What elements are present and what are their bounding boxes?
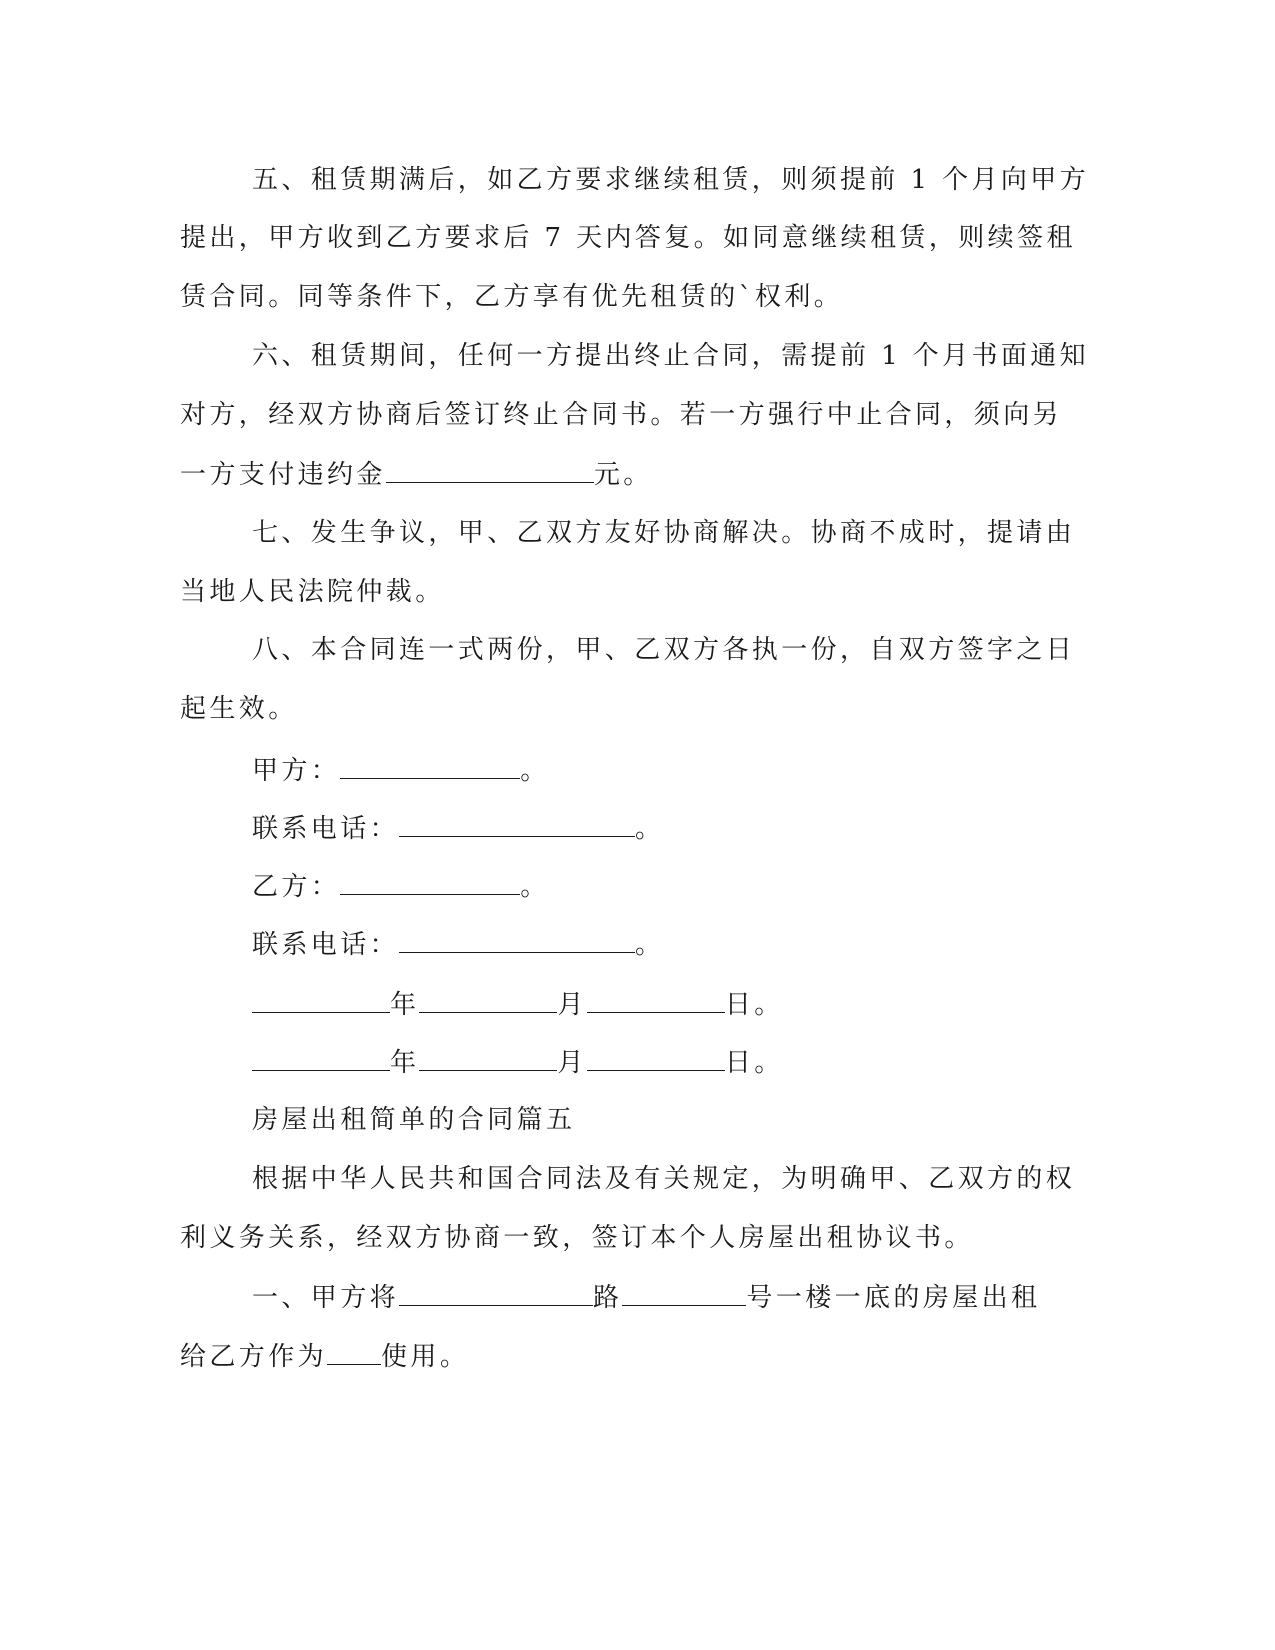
year-blank-2 [252,1042,390,1071]
usage-label: 给乙方作为 [180,1342,328,1372]
penalty-unit: 元。 [593,460,653,490]
month-blank-1 [419,984,557,1013]
clause-1-line-2 [0,1336,1275,1376]
paragraph-6-line-3 [0,454,1275,494]
penalty-amount-blank [386,454,594,483]
party-a-end: 。 [520,756,550,786]
phone-a-label: 联系电话： [252,814,400,844]
day-label-2: 日。 [724,1048,784,1078]
phone-a-blank [399,808,635,837]
paragraph-7-line-2: 当地人民法院仲裁。 [180,577,445,607]
party-b-blank [340,866,520,895]
month-label-1: 月 [557,990,587,1020]
party-a-line [0,750,1275,790]
paragraph-8-line-2: 起生效。 [180,694,298,724]
paragraph-6-line-1: 六、租赁期间，任何一方提出终止合同，需提前 1 个月书面通知 [252,341,1090,371]
day-blank-2 [587,1042,725,1071]
party-b-label: 乙方： [252,872,341,902]
phone-a-line [0,808,1275,848]
paragraph-8-line-1: 八、本合同连一式两份，甲、乙双方各执一份，自双方签字之日 [252,635,1076,665]
phone-b-line [0,924,1275,964]
section-title: 房屋出租简单的合同篇五 [252,1105,576,1135]
month-label-2: 月 [557,1048,587,1078]
month-blank-2 [419,1042,557,1071]
date-line-2 [0,1042,1275,1082]
date-line-1 [0,984,1275,1024]
paragraph-5-line-3: 赁合同。同等条件下，乙方享有优先租赁的`权利。 [180,282,844,312]
year-label-2: 年 [390,1048,420,1078]
usage-blank [327,1336,381,1365]
phone-b-label: 联系电话： [252,930,400,960]
paragraph-6-line-2: 对方，经双方协商后签订终止合同书。若一方强行中止合同，须向另 [180,400,1063,430]
party-b-line [0,866,1275,906]
paragraph-5-line-2: 提出，甲方收到乙方要求后 7 天内答复。如同意继续租赁，则续签租 [180,223,1076,253]
paragraph-7-line-1: 七、发生争议，甲、乙双方友好协商解决。协商不成时，提请由 [252,518,1076,548]
phone-b-blank [399,924,635,953]
section-intro-line-1: 根据中华人民共和国合同法及有关规定，为明确甲、乙双方的权 [252,1164,1076,1194]
paragraph-5-line-1: 五、租赁期满后，如乙方要求继续租赁，则须提前 1 个月向甲方 [252,165,1090,195]
number-blank [622,1277,746,1306]
phone-b-end: 。 [635,930,665,960]
party-a-blank [340,750,520,779]
penalty-label: 一方支付违约金 [180,460,386,490]
year-label-1: 年 [390,990,420,1020]
section-intro-line-2: 利义务关系，经双方协商一致，签订本个人房屋出租协议书。 [180,1223,974,1253]
party-a-label: 甲方： [252,756,341,786]
road-blank [399,1277,593,1306]
phone-a-end: 。 [635,814,665,844]
day-blank-1 [587,984,725,1013]
party-b-end: 。 [520,872,550,902]
day-label-1: 日。 [724,990,784,1020]
year-blank-1 [252,984,390,1013]
road-label: 路 [593,1283,623,1313]
usage-suffix: 使用。 [381,1342,470,1372]
clause-1-suffix: 号一楼一底的房屋出租 [746,1283,1041,1313]
clause-1-prefix: 一、甲方将 [252,1283,400,1313]
clause-1-line-1 [0,1277,1275,1317]
